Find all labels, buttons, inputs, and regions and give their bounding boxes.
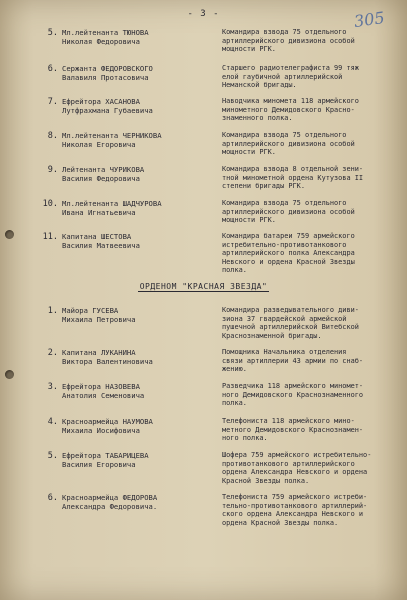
entry-position: Наводчика миномета 118 армейского минометного Демидовского Красно- знаменного полка. [222, 97, 359, 123]
entry-person: Лейтенанта ЧУРИКОВА Василия Федоровича [62, 165, 145, 184]
entry-number: 7. [47, 97, 58, 107]
entry-position: Командира разведывательного диви- зиона 37 гвардейской армейской пушечной артиллерийской Витебской Краснознаменной бригады. [222, 306, 359, 340]
entry-number: 3. [47, 382, 58, 392]
entry-position: Командира взвода 8 отдельной зени- тной минометной ордена Кутузова II степени бригады РГК. [222, 165, 364, 191]
entry-number: 1. [47, 306, 58, 316]
entry-number: 10. [42, 199, 58, 209]
binder-hole [5, 370, 14, 379]
entry-person: Мл.лейтенанта ШАДЧУРОВА Ивана Игнатьевича [62, 199, 162, 218]
entry-number: 11. [42, 232, 58, 242]
page-number: - 3 - [187, 9, 220, 19]
entry-number: 9. [47, 165, 58, 175]
entry-position: Старшего радиотелеграфиста 99 тяж елой гаубичной артиллерийской Неманской бригады. [222, 64, 359, 90]
entry-position: Телефониста 118 армейского мино- метного Демидовского Краснознамен- ного полка. [222, 417, 364, 443]
archive-number-mark: 305 [353, 7, 387, 32]
binder-hole [5, 230, 14, 239]
entry-person: Красноармейца ФЕДОРОВА Александра Федоровича. [62, 493, 158, 512]
entry-number: 8. [47, 131, 58, 141]
entry-position: Командира батареи 759 армейского истребительно-противотанкового артиллерийского полка Александра Невского и ордена Красной Звезды полка. [222, 232, 355, 275]
entry-number: 6. [47, 64, 58, 74]
order-heading-text: ОРДЕНОМ "КРАСНАЯ ЗВЕЗДА" [139, 282, 268, 291]
entry-position: Помощника Начальника отделения связи артиллерии 43 армии по снаб- жению. [222, 348, 364, 374]
entry-person: Майора ГУСЕВА Михаила Петровича [62, 306, 136, 325]
order-heading [0, 282, 407, 291]
entry-number: 5. [47, 28, 58, 38]
entry-number: 2. [47, 348, 58, 358]
entry-person: Мл.лейтенанта ТЮНОВА Николая Федоровича [62, 28, 149, 47]
entry-person: Мл.лейтенанта ЧЕРНИКОВА Николая Егоровича [62, 131, 162, 150]
entry-number: 5. [47, 451, 58, 461]
entry-position: Шофера 759 армейского истребительно- противотанкового артиллерийского ордена Александра Невского и ордена Красной Звезды полка. [222, 451, 372, 485]
entry-number: 6. [47, 493, 58, 503]
entry-position: Командира взвода 75 отдельного артиллерийского дивизиона особой мощности РГК. [222, 199, 355, 225]
entry-position: Командира взвода 75 отдельного артиллерийского дивизиона особой мощности РГК. [222, 131, 355, 157]
entry-person: Ефрейтора НАЗОВЕВА Анатолия Семеновича [62, 382, 145, 401]
entry-person: Капитана ЛУКАНИНА Виктора Валентиновича [62, 348, 153, 367]
entry-person: Красноармейца НАУМОВА Михаила Иосифовича [62, 417, 153, 436]
entry-position: Разведчика 118 армейского миномет- ного Демидовского Краснознаменного полка. [222, 382, 364, 408]
entry-position: Командира взвода 75 отдельного артиллерийского дивизиона особой мощности РГК. [222, 28, 355, 54]
entry-person: Сержанта ФЕДОРОВСКОГО Валавиля Протасовича [62, 64, 153, 83]
entry-person: Ефрейтора ТАБАРИЦЕВА Василия Егоровича [62, 451, 149, 470]
entry-position: Телефониста 759 армейского истреби- тельно-противотанкового артиллерий- ского ордена Александра Невского и ордена Красной Звезды полка. [222, 493, 368, 527]
entry-person: Ефрейтора ХАСАНОВА Лутфрахмана Губаевича [62, 97, 153, 116]
entry-number: 4. [47, 417, 58, 427]
entry-person: Капитана ШЕСТОВА Василия Матвеевича [62, 232, 140, 251]
